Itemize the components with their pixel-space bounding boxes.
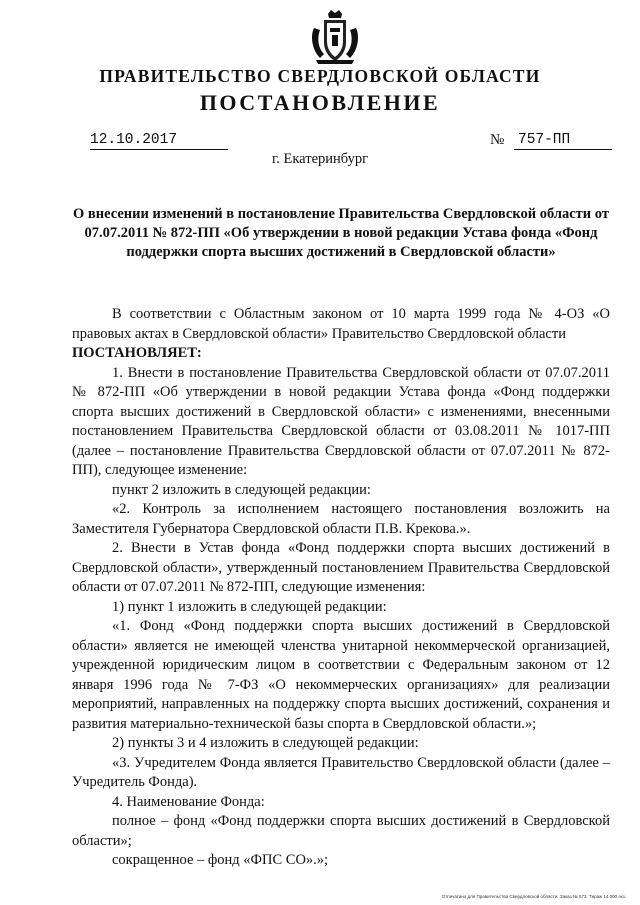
paragraph: 1. Внести в постановление Правительства Свердловской области от 07.07.2011 № 872-ПП «Об утверждении в новой редакции Устава фонда «Фонд поддержки спорта высших достижений в Свердловской области» с изменениями, внесенными постановлением Правительства Свердловской области от 03.08.2011 № 1017-ПП (далее – постановление Правительства Свердловской области от 07.07.2011 № 872-ПП), следующее изменение: xyxy=(72,364,610,478)
document-type: ПОСТАНОВЛЕНИЕ xyxy=(199,90,441,115)
paragraph: пункт 2 изложить в следующей редакции: xyxy=(112,481,371,498)
paragraph: полное – фонд «Фонд поддержки спорта высших достижений в Свердловской области»; xyxy=(72,813,610,849)
paragraph: «1. Фонд «Фонд поддержки спорта высших достижений в Свердловской области» является не имеющей членства унитарной некоммерческой организацией, учрежденной юридическим лицом в соответствии с Федеральным законом от 12 января 1996 года № 7-ФЗ «О некоммерческих организациях» для реализации мероприятий, направленных на поддержку спорта высших достижений, сохранения и развития материально-технической базы спорта в Свердловской области.»; xyxy=(72,618,610,732)
number-sign: № xyxy=(490,132,505,148)
paragraph: 2) пункты 3 и 4 изложить в следующей редакции: xyxy=(112,735,419,751)
document-number: 757-ПП xyxy=(514,132,612,150)
paragraph: сокращенное – фонд «ФПС СО».»; xyxy=(112,852,329,868)
document-body xyxy=(72,305,610,871)
paragraph: «3. Учредителем Фонда является Правительство Свердловской области (далее – Учредитель Фонда). xyxy=(72,754,610,790)
government-title: ПРАВИТЕЛЬСТВО СВЕРДЛОВСКОЙ ОБЛАСТИ xyxy=(99,66,541,86)
document-heading: О внесении изменений в постановление Правительства Свердловской области от 07.07.2011 № 872-ПП «Об утверждении в новой редакции Устава фонда «Фонд поддержки спорта высших достижений в Свердловской области» xyxy=(73,206,609,260)
print-footer: Отпечатано для Правительства Свердловской области. Заказ № 573. Тираж 14 000 экз. xyxy=(441,894,626,899)
resolution-keyword: ПОСТАНОВЛЯЕТ: xyxy=(72,345,202,361)
paragraph: «2. Контроль за исполнением настоящего постановления возложить на Заместителя Губернатора Свердловской области П.В. Крекова.». xyxy=(72,501,610,537)
coat-of-arms-icon xyxy=(306,8,364,66)
paragraph: 1) пункт 1 изложить в следующей редакции: xyxy=(112,598,387,615)
paragraph: 2. Внести в Устав фонда «Фонд поддержки спорта высших достижений в Свердловской области», утвержденный постановлением Правительства Свердловской области от 07.07.2011 № 872-ПП, следующие изменения: xyxy=(72,540,610,595)
document-date: 12.10.2017 xyxy=(90,132,228,150)
paragraph: В соответствии с Областным законом от 10 марта 1999 года № 4-ОЗ «О правовых актах в Свердловской области» Правительство Свердловской области xyxy=(72,306,610,342)
paragraph: 4. Наименование Фонда: xyxy=(112,793,265,810)
city: г. Екатеринбург xyxy=(271,151,369,167)
